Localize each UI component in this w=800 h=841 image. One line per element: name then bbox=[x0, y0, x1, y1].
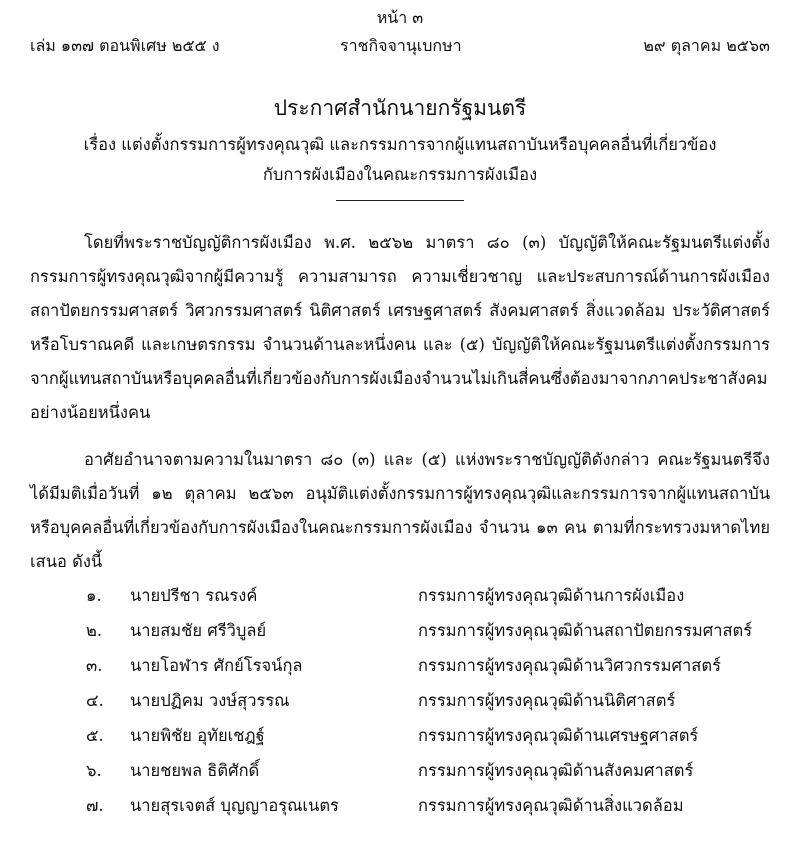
subject-line-1: เรื่อง แต่งตั้งกรรมการผู้ทรงคุณวุฒิ และกรรมการจากผู้แทนสถาบันหรือบุคคลอื่นที่เกี่ยวข้อง bbox=[83, 135, 717, 154]
member-item bbox=[0, 793, 800, 828]
page-number: หน้า ๓ bbox=[376, 8, 424, 27]
volume-issue: เล่ม ๑๓๗ ตอนพิเศษ ๒๕๕ ง bbox=[30, 36, 220, 55]
member-number: ๓. bbox=[86, 656, 103, 675]
body-paragraph-2: อาศัยอำนาจตามความในมาตรา ๘๐ (๓) และ (๕) แห่งพระราชบัญญัติดังกล่าว คณะรัฐมนตรีจึงได้มีมติเมื่อวันที่ ๑๒ ตุลาคม ๒๕๖๓ อนุมัติแต่งตั้งกรรมการผู้ทรงคุณวุฒิและกรรมการจากผู้แทนสถาบันหรือบุคคลอื่นที่เกี่ยวข้องกับการผังเมืองในคณะกรรมการผังเมือง จำนวน ๑๓ คน ตามที่กระทรวงมหาดไทยเสนอ ดังนี้ bbox=[30, 450, 770, 571]
announcement-title: ประกาศสำนักนายกรัฐมนตรี bbox=[273, 96, 527, 120]
member-number: ๖. bbox=[86, 761, 102, 780]
publication-name: ราชกิจจานุเบกษา bbox=[340, 36, 462, 55]
member-name: นายปฏิคม วงษ์สุวรรณ bbox=[130, 691, 290, 710]
member-role: กรรมการผู้ทรงคุณวุฒิด้านนิติศาสตร์ bbox=[418, 691, 676, 710]
member-name: นายปรีชา รณรงค์ bbox=[130, 586, 258, 605]
member-role: กรรมการผู้ทรงคุณวุฒิด้านสังคมศาสตร์ bbox=[418, 761, 694, 780]
member-role: กรรมการผู้ทรงคุณวุฒิด้านวิศวกรรมศาสตร์ bbox=[418, 656, 721, 675]
member-role: กรรมการผู้ทรงคุณวุฒิด้านสถาปัตยกรรมศาสตร์ bbox=[418, 621, 753, 640]
member-list bbox=[0, 583, 800, 828]
member-number: ๔. bbox=[86, 691, 104, 710]
member-number: ๑. bbox=[86, 586, 102, 605]
member-number: ๕. bbox=[86, 726, 104, 745]
gazette-header bbox=[30, 34, 770, 60]
member-name: นายสมชัย ศรีวิบูลย์ bbox=[130, 621, 267, 640]
title-divider bbox=[336, 200, 464, 201]
member-role: กรรมการผู้ทรงคุณวุฒิด้านเศรษฐศาสตร์ bbox=[418, 726, 699, 745]
member-role: กรรมการผู้ทรงคุณวุฒิด้านการผังเมือง bbox=[418, 586, 685, 605]
member-item bbox=[0, 723, 800, 758]
subject-line-2: กับการผังเมืองในคณะกรรมการผังเมือง bbox=[262, 165, 538, 184]
member-item bbox=[0, 618, 800, 653]
member-name: นายโอฬาร ศักย์โรจน์กุล bbox=[130, 656, 303, 675]
member-name: นายพิชัย อุทัยเชฎฐ์ bbox=[130, 726, 265, 745]
member-number: ๗. bbox=[86, 796, 104, 815]
publication-date: ๒๙ ตุลาคม ๒๕๖๓ bbox=[643, 36, 770, 55]
announcement-subject bbox=[0, 130, 800, 190]
member-item bbox=[0, 583, 800, 618]
member-number: ๒. bbox=[86, 621, 103, 640]
member-role: กรรมการผู้ทรงคุณวุฒิด้านสิ่งแวดล้อม bbox=[418, 796, 684, 815]
member-item bbox=[0, 653, 800, 688]
body-paragraph-1: โดยที่พระราชบัญญัติการผังเมือง พ.ศ. ๒๕๖๒ มาตรา ๘๐ (๓) บัญญัติให้คณะรัฐมนตรีแต่งตั้งกรรมการผู้ทรงคุณวุฒิจากผู้มีความรู้ ความสามารถ ความเชี่ยวชาญ และประสบการณ์ด้านการผังเมือง สถาปัตยกรรมศาสตร์ วิศวกรรมศาสตร์ นิติศาสตร์ เศรษฐศาสตร์ สังคมศาสตร์ สิ่งแวดล้อม ประวัติศาสตร์หรือโบราณคดี และเกษตรกรรม จำนวนด้านละหนึ่งคน และ (๕) บัญญัติให้คณะรัฐมนตรีแต่งตั้งกรรมการจากผู้แทนสถาบันหรือบุคคลอื่นที่เกี่ยวข้องกับการผังเมืองจำนวนไม่เกินสี่คนซึ่งต้องมาจากภาคประชาสังคมอย่างน้อยหนึ่งคน bbox=[30, 233, 770, 422]
member-name: นายสุรเจตส์ บุญญาอรุณเนตร bbox=[130, 796, 339, 815]
member-name: นายชยพล ธิติศักดิ์ bbox=[130, 761, 260, 780]
member-item bbox=[0, 688, 800, 723]
member-item bbox=[0, 758, 800, 793]
